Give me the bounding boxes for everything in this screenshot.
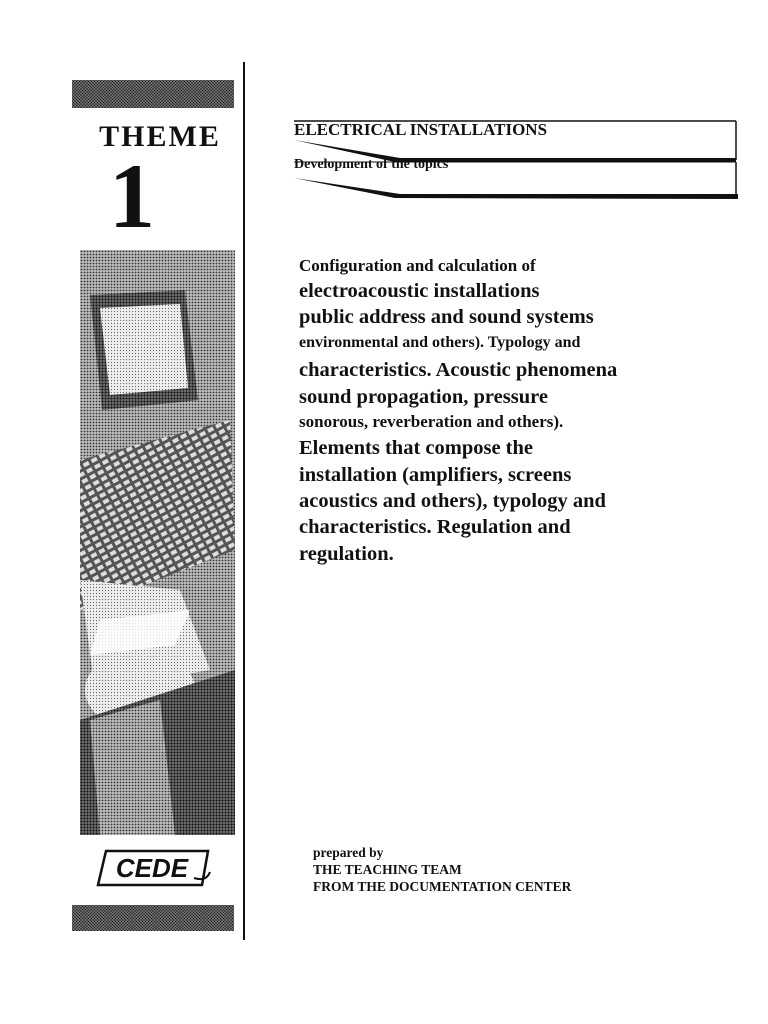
credits bbox=[313, 844, 571, 895]
cede-logo bbox=[96, 848, 212, 888]
text-line: environmental and others). Typology and bbox=[299, 334, 581, 351]
text-line: public address and sound systems bbox=[299, 306, 594, 328]
text-line: electroacoustic installations bbox=[299, 280, 540, 302]
topic-description bbox=[299, 254, 739, 568]
text-line: Elements that compose the bbox=[299, 437, 534, 459]
credits-center: FROM THE DOCUMENTATION CENTER bbox=[313, 879, 572, 894]
text-line: acoustics and others), typology and bbox=[299, 490, 606, 512]
logo-text: CEDE bbox=[115, 853, 189, 883]
credits-prepared-by: prepared by bbox=[313, 845, 384, 860]
computer-photo bbox=[80, 250, 235, 835]
header-subtitle: Development of the topics bbox=[294, 157, 449, 172]
text-line: characteristics. Regulation and bbox=[299, 516, 571, 538]
text-line: Configuration and calculation of bbox=[299, 256, 536, 275]
text-line: regulation. bbox=[299, 543, 394, 565]
credits-team: THE TEACHING TEAM bbox=[313, 862, 462, 877]
text-line: characteristics. Acoustic phenomena bbox=[299, 359, 618, 381]
theme-label: THEME bbox=[99, 120, 221, 153]
theme-number: 1 bbox=[109, 145, 155, 247]
text-line: sound propagation, pressure bbox=[299, 386, 548, 408]
text-line: installation (amplifiers, screens bbox=[299, 464, 572, 486]
text-line: sonorous, reverberation and others). bbox=[299, 412, 564, 431]
header-band bbox=[0, 0, 768, 210]
bottom-halftone-strip bbox=[72, 905, 234, 931]
header-title: ELECTRICAL INSTALLATIONS bbox=[294, 120, 548, 139]
